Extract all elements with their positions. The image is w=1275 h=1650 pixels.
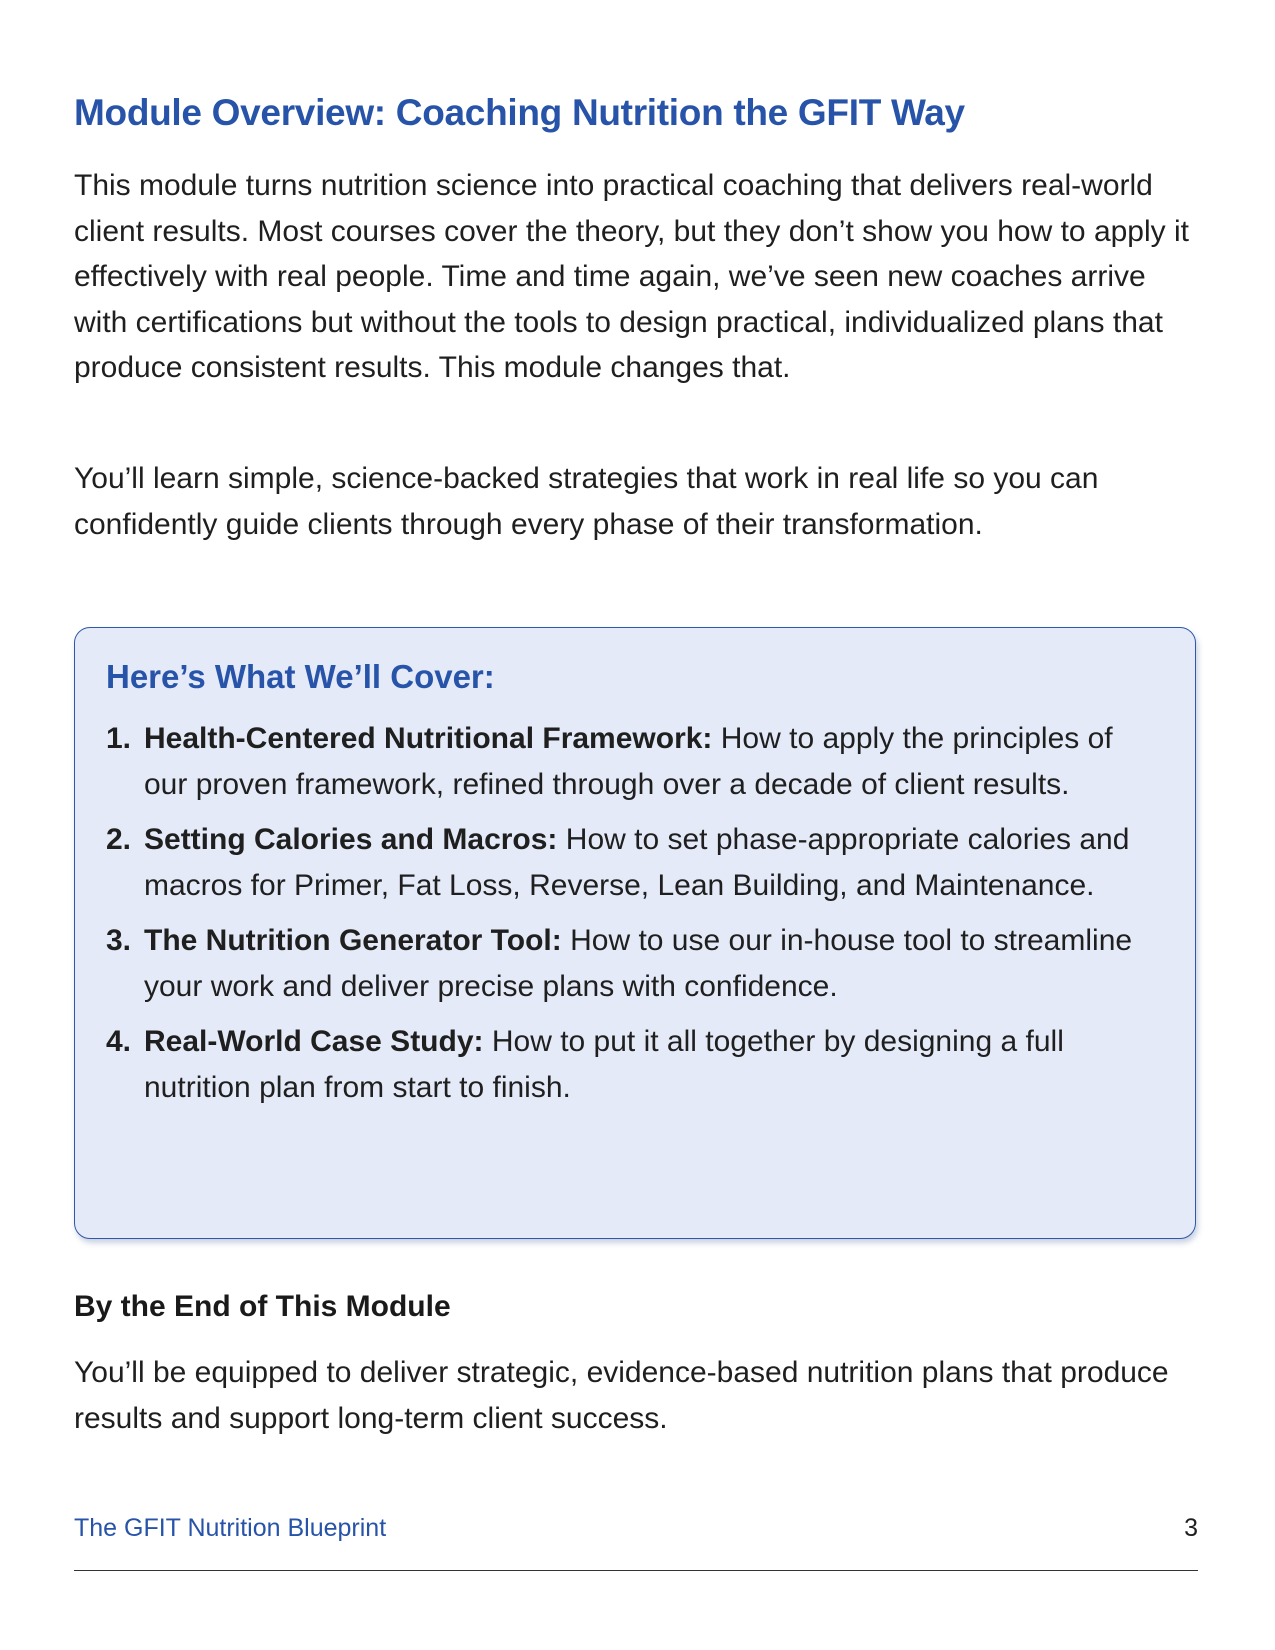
list-item-lead: Health-Centered Nutritional Framework: [144, 722, 713, 755]
footer-divider [74, 1570, 1198, 1571]
footer-document-title: The GFIT Nutrition Blueprint [74, 1514, 387, 1542]
outcome-heading: By the End of This Module [74, 1290, 451, 1323]
list-item-number: 1. [106, 722, 132, 755]
cover-list-item [106, 1019, 1146, 1110]
list-item-text: How to put it all together by designing a full nutrition plan from start to finish. [144, 1025, 1064, 1104]
list-item-lead: The Nutrition Generator Tool: [144, 924, 562, 957]
page-title: Module Overview: Coaching Nutrition the GFIT Way [74, 92, 965, 133]
list-item-number: 4. [106, 1025, 132, 1058]
cover-list-item [106, 716, 1146, 807]
intro-paragraph-1: This module turns nutrition science into practical coaching that delivers real-world client results. Most courses cover the theory, but they don’t show you how to apply it effectively with real people. Time and time again, we’ve seen new coaches arrive with certifications but without the tools to design practical, individualized plans that produce consistent results. This module changes that. [74, 169, 1189, 384]
list-item-number: 2. [106, 823, 132, 856]
outcome-paragraph: You’ll be equipped to deliver strategic, evidence-based nutrition plans that produce results and support long-term client success. [74, 1356, 1169, 1435]
list-item-lead: Real-World Case Study: [144, 1025, 484, 1058]
cover-callout-box [74, 627, 1196, 1239]
list-item-text: How to use our in-house tool to streamline your work and deliver precise plans with confidence. [144, 924, 1133, 1003]
cover-heading: Here’s What We’ll Cover: [106, 658, 495, 695]
intro-paragraph-2: You’ll learn simple, science-backed strategies that work in real life so you can confidently guide clients through every phase of their transformation. [74, 462, 1099, 541]
list-item-number: 3. [106, 924, 132, 957]
list-item-text: How to apply the principles of our proven framework, refined through over a decade of client results. [144, 722, 1113, 801]
cover-list-item [106, 817, 1146, 908]
list-item-lead: Setting Calories and Macros: [144, 823, 558, 856]
footer-page-number: 3 [1184, 1514, 1198, 1542]
list-item-text: How to set phase-appropriate calories and macros for Primer, Fat Loss, Reverse, Lean Building, and Maintenance. [144, 823, 1130, 902]
cover-list [106, 716, 1146, 1120]
cover-list-item [106, 918, 1146, 1009]
